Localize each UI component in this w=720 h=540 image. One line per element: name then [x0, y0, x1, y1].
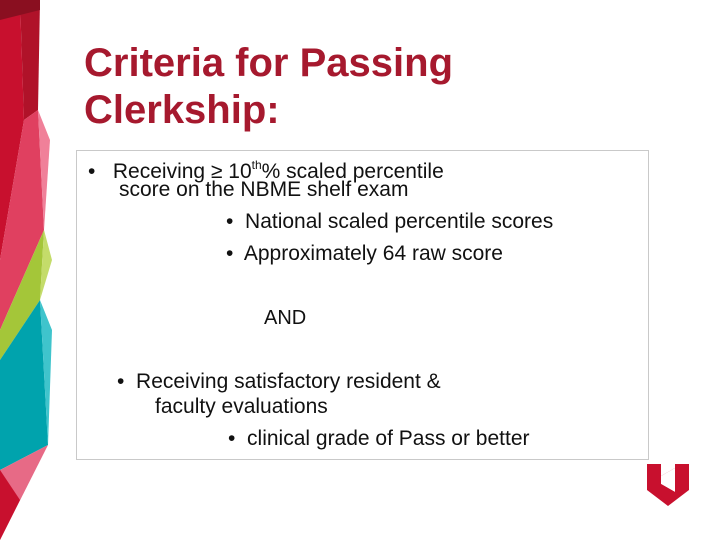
sub-bullet-1	[226, 210, 553, 234]
bullet-marker: •	[117, 370, 125, 393]
slide-title	[84, 40, 684, 134]
bullet-1-superscript: th	[251, 158, 262, 172]
slide-title-line-1: Criteria for Passing	[84, 41, 454, 85]
bullet-1-line-2: score on the NBME shelf exam	[119, 178, 409, 201]
and-label: AND	[264, 307, 307, 329]
sub-bullet-2	[226, 242, 503, 266]
bullet-marker: •	[228, 427, 236, 450]
bullet-marker: •	[226, 210, 234, 233]
bullet-1-text-pre: Receiving ≥ 10	[112, 160, 252, 183]
bullet-marker: •	[88, 160, 96, 183]
sub-bullet-3	[228, 427, 530, 451]
bullet-1-text-post: % scaled percentile	[261, 160, 444, 183]
bullet-marker: •	[226, 242, 234, 265]
sub-bullet-2-text: Approximately 64 raw score	[243, 242, 503, 265]
bullet-2-line-2: faculty evaluations	[155, 395, 328, 418]
n-shield-logo-icon	[645, 462, 691, 508]
slide-title-line-2: Clerkship:	[84, 88, 280, 132]
side-decoration	[0, 0, 60, 540]
bullet-2-text: Receiving satisfactory resident &	[136, 370, 441, 393]
sub-bullet-3-text: clinical grade of Pass or better	[247, 427, 530, 450]
sub-bullet-1-text: National scaled percentile scores	[245, 210, 554, 233]
bullet-2-line-1	[117, 370, 441, 394]
